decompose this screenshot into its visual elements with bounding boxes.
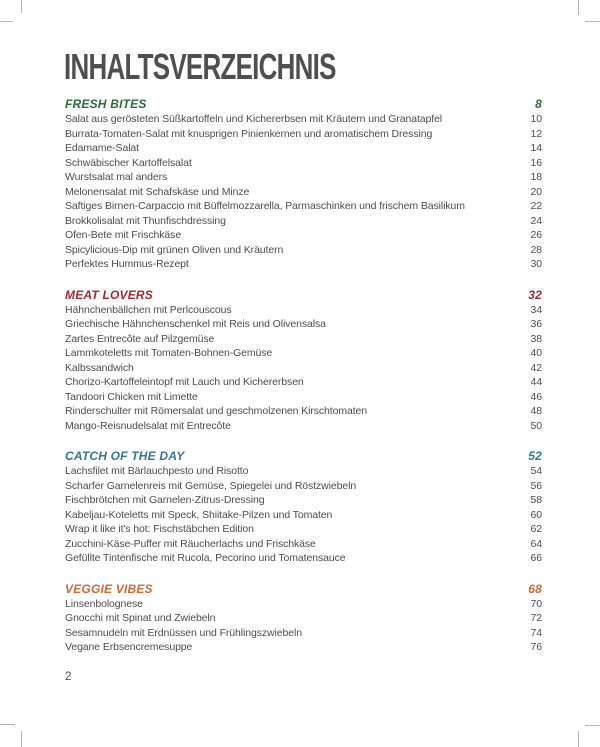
toc-section bbox=[65, 448, 542, 566]
toc-entry-label: Perfektes Hummus-Rezept bbox=[65, 258, 189, 270]
toc-entry-page: 72 bbox=[530, 612, 542, 624]
toc-entry-page: 12 bbox=[530, 127, 542, 140]
folio-page-number: 2 bbox=[65, 671, 72, 683]
toc-entry-label: Mango-Reisnudelsalat mit Entrecôte bbox=[65, 419, 231, 432]
toc-entry bbox=[65, 640, 542, 655]
toc-entry bbox=[65, 551, 542, 566]
toc-entry bbox=[65, 375, 542, 390]
toc-entry-page: 62 bbox=[530, 523, 542, 535]
toc-entry-page: 48 bbox=[530, 405, 542, 417]
toc-section bbox=[65, 287, 542, 434]
toc-entry bbox=[65, 127, 542, 142]
toc-entry-label: Tandoori Chicken mit Limette bbox=[65, 390, 198, 403]
toc-entry-label: Gefüllte Tintenfische mit Rucola, Pecorino und Tomatensauce bbox=[65, 552, 346, 564]
toc-entry-label: Wrap it like it's hot: Fischstäbchen Edition bbox=[65, 523, 254, 535]
toc-entry-page: 26 bbox=[530, 229, 542, 241]
toc-entry-label: Vegane Erbsencremesuppe bbox=[65, 641, 193, 653]
toc-entry bbox=[65, 404, 542, 419]
toc-entry-page: 44 bbox=[530, 376, 542, 388]
toc-entry-label: Brokkolisalat mit Thunfischdressing bbox=[65, 214, 226, 227]
toc-entry-label: Saftiges Birnen-Carpaccio mit Büffelmozzarella, Parmaschinken und frischem Basilikum bbox=[65, 200, 465, 212]
toc-entry-page: 36 bbox=[530, 318, 542, 330]
toc-entry-page: 42 bbox=[530, 361, 542, 374]
toc-entry-label: Linsenbolognese bbox=[65, 597, 143, 610]
toc-entry bbox=[65, 141, 542, 156]
toc-entry-page: 28 bbox=[530, 243, 542, 256]
toc-entry bbox=[65, 332, 542, 347]
toc-entry-label: Rinderschulter mit Römersalat und geschmolzenen Kirschtomaten bbox=[65, 405, 368, 417]
toc-entry bbox=[65, 361, 542, 376]
toc-entry-page: 10 bbox=[530, 113, 542, 125]
toc-entry-page: 14 bbox=[530, 142, 542, 154]
toc-entry bbox=[65, 199, 542, 214]
toc-entry bbox=[65, 214, 542, 229]
toc-entry-label: Gnocchi mit Spinat und Zwiebeln bbox=[65, 612, 216, 624]
toc-entry bbox=[65, 185, 542, 200]
toc-entry-page: 34 bbox=[530, 303, 542, 316]
toc-entry-label: Fischbrötchen mit Garnelen-Zitrus-Dressing bbox=[65, 494, 265, 506]
section-header bbox=[65, 581, 542, 597]
toc-entry-label: Chorizo-Kartoffeleintopf mit Lauch und Kichererbsen bbox=[65, 376, 304, 388]
toc-entry-label: Ofen-Bete mit Frischkäse bbox=[65, 229, 182, 241]
crop-mark-top-right-horizontal bbox=[585, 21, 600, 22]
section-header bbox=[65, 287, 542, 303]
toc-entry bbox=[65, 346, 542, 361]
section-page-number: 8 bbox=[535, 97, 542, 111]
toc-entry bbox=[65, 317, 542, 332]
toc-entry bbox=[65, 170, 542, 185]
toc-entry-page: 20 bbox=[530, 185, 542, 198]
toc-entry bbox=[65, 156, 542, 171]
section-title: MEAT LOVERS bbox=[65, 287, 153, 302]
toc-entry-label: Kalbssandwich bbox=[65, 361, 134, 374]
toc-entry bbox=[65, 464, 542, 479]
toc-entry-label: Lammkoteletts mit Tomaten-Bohnen-Gemüse bbox=[65, 347, 273, 359]
toc-entry-page: 18 bbox=[530, 171, 542, 183]
crop-mark-top-left-vertical bbox=[21, 0, 22, 13]
toc-entry bbox=[65, 597, 542, 612]
toc-entry-label: Scharfer Garnelenreis mit Gemüse, Spiegelei und Röstzwiebeln bbox=[65, 479, 357, 492]
toc-entry-page: 70 bbox=[530, 597, 542, 610]
toc-entry bbox=[65, 479, 542, 494]
section-page-number: 68 bbox=[528, 581, 542, 596]
section-title: VEGGIE VIBES bbox=[65, 581, 153, 596]
toc-entry bbox=[65, 626, 542, 641]
toc-entry-page: 60 bbox=[530, 508, 542, 521]
toc-entry-label: Zucchini-Käse-Puffer mit Räucherlachs und Frischkäse bbox=[65, 537, 316, 550]
toc-entry-label: Zartes Entrecôte auf Pilzgemüse bbox=[65, 332, 215, 345]
toc-entry-page: 54 bbox=[530, 465, 542, 477]
toc-entry-page: 46 bbox=[530, 390, 542, 403]
toc-entry bbox=[65, 537, 542, 552]
toc-entry-page: 74 bbox=[530, 626, 542, 639]
toc-entry bbox=[65, 257, 542, 272]
toc-entry-page: 30 bbox=[530, 258, 542, 270]
toc-entry-page: 22 bbox=[530, 200, 542, 212]
toc-entry-page: 64 bbox=[530, 537, 542, 550]
toc-entry-label: Burrata-Tomaten-Salat mit knusprigen Pinienkernen und aromatischem Dressing bbox=[65, 127, 433, 140]
toc-entry-page: 24 bbox=[530, 214, 542, 227]
toc-entry bbox=[65, 243, 542, 258]
toc-entry bbox=[65, 508, 542, 523]
toc-entry bbox=[65, 390, 542, 405]
crop-mark-bottom-right-horizontal bbox=[585, 725, 600, 726]
crop-mark-bottom-left-vertical bbox=[21, 731, 22, 747]
toc-entry-label: Edamame-Salat bbox=[65, 142, 139, 154]
section-title: FRESH BITES bbox=[65, 97, 147, 111]
toc-entry-label: Wurstsalat mal anders bbox=[65, 171, 168, 183]
toc-entry bbox=[65, 611, 542, 626]
toc-entry-label: Kabeljau-Koteletts mit Speck, Shiitake-Pilzen und Tomaten bbox=[65, 508, 333, 521]
toc-entry-label: Sesamnudeln mit Erdnüssen und Frühlingszwiebeln bbox=[65, 626, 302, 639]
page-title: INHALTSVERZEICHNIS bbox=[64, 46, 336, 87]
toc-entry bbox=[65, 303, 542, 318]
toc-entry-page: 16 bbox=[530, 156, 542, 169]
toc-entry bbox=[65, 228, 542, 243]
toc-entry-label: Melonensalat mit Schafskäse und Minze bbox=[65, 185, 250, 198]
toc-entry-label: Salat aus gerösteten Süßkartoffeln und Kichererbsen mit Kräutern und Granatapfel bbox=[65, 113, 443, 125]
toc-entry-page: 38 bbox=[530, 332, 542, 345]
crop-mark-bottom-left-horizontal bbox=[0, 724, 15, 725]
toc-entry bbox=[65, 112, 542, 127]
toc-entry-page: 40 bbox=[530, 347, 542, 359]
toc-entry-label: Spicylicious-Dip mit grünen Oliven und Kräutern bbox=[65, 243, 284, 256]
section-header bbox=[65, 448, 542, 464]
toc-section bbox=[65, 581, 542, 655]
section-title: CATCH OF THE DAY bbox=[65, 449, 185, 463]
toc-entry-page: 58 bbox=[530, 494, 542, 506]
toc-entry-label: Griechische Hähnchenschenkel mit Reis und Olivensalsa bbox=[65, 318, 326, 330]
crop-mark-top-right-vertical bbox=[578, 0, 579, 15]
toc-entry-page: 76 bbox=[530, 641, 542, 653]
toc-section bbox=[65, 96, 542, 272]
toc-entry-label: Hähnchenbällchen mit Perlcouscous bbox=[65, 303, 232, 316]
toc-entry bbox=[65, 522, 542, 537]
toc-entry-page: 56 bbox=[530, 479, 542, 492]
table-of-contents bbox=[65, 96, 542, 655]
toc-entry bbox=[65, 419, 542, 434]
crop-mark-top-left-horizontal bbox=[0, 21, 13, 22]
toc-entry-page: 50 bbox=[530, 419, 542, 432]
toc-entry-label: Lachsfilet mit Bärlauchpesto und Risotto bbox=[65, 465, 249, 477]
section-page-number: 32 bbox=[528, 287, 542, 302]
section-header bbox=[65, 96, 542, 112]
toc-entry bbox=[65, 493, 542, 508]
section-page-number: 52 bbox=[528, 449, 542, 463]
toc-entry-label: Schwäbischer Kartoffelsalat bbox=[65, 156, 192, 169]
crop-mark-bottom-right-vertical bbox=[578, 731, 579, 747]
toc-entry-page: 66 bbox=[530, 552, 542, 564]
